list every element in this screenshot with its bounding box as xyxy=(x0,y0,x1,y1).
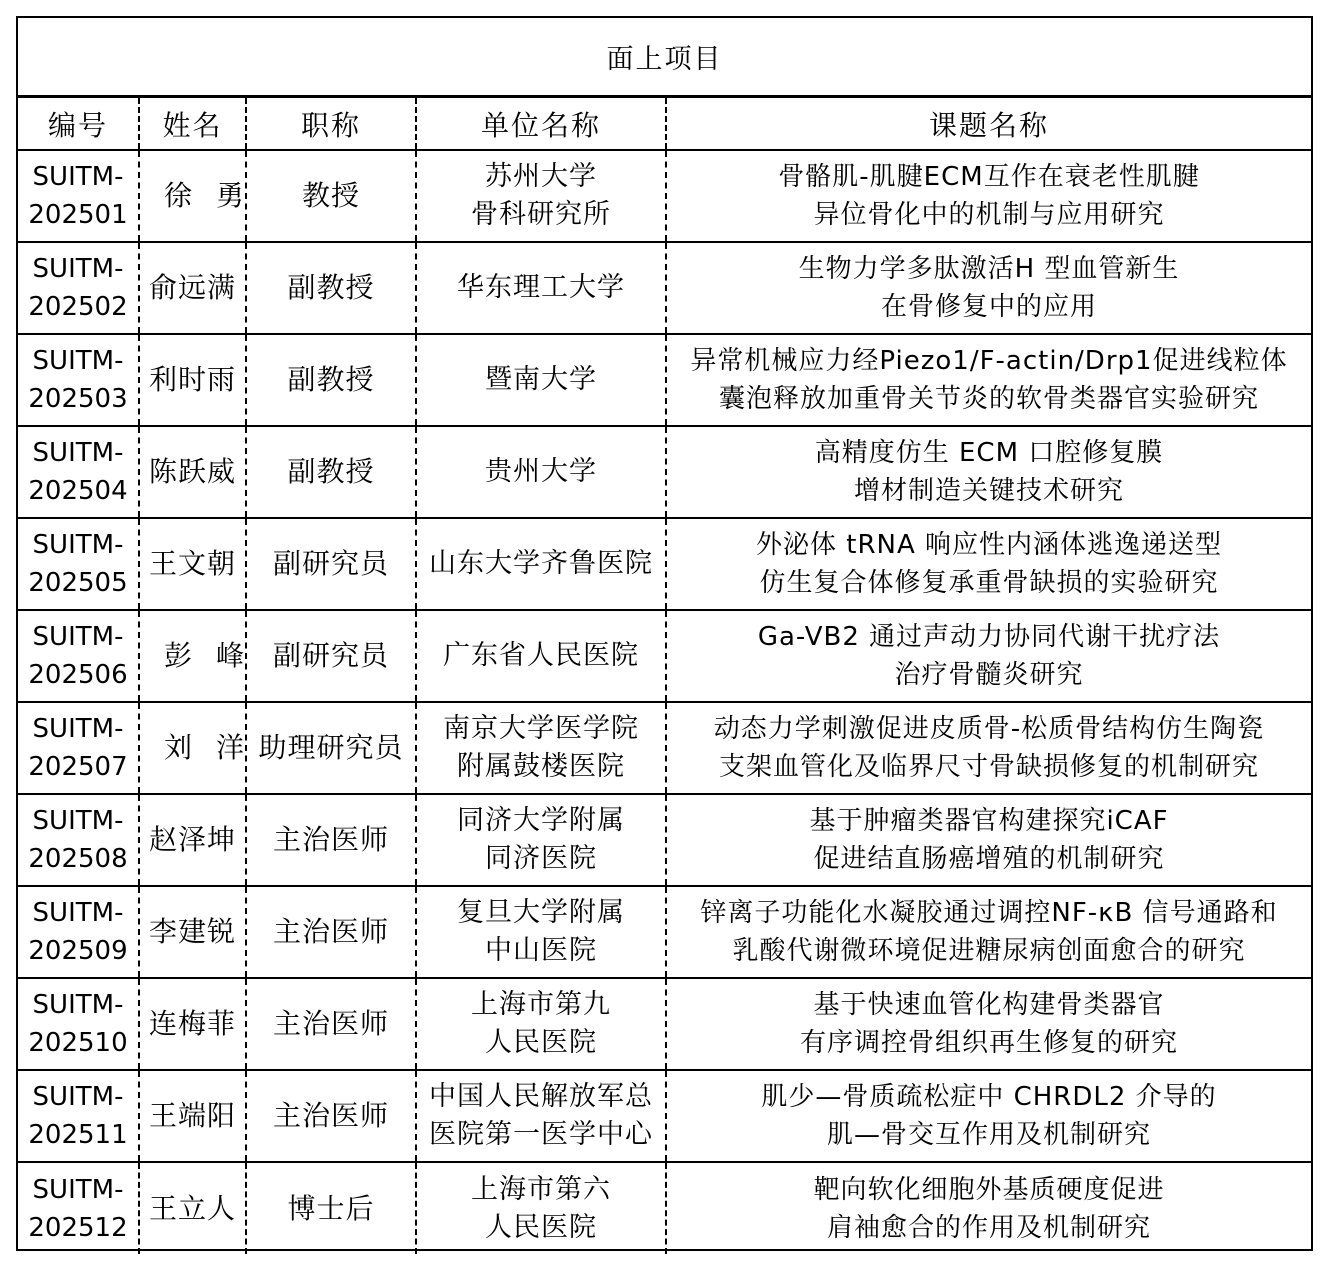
cell-name xyxy=(139,334,246,426)
cell-rank: 主治医师 xyxy=(246,794,416,886)
cell-unit xyxy=(416,518,666,610)
cell-line: 202511 xyxy=(28,1120,128,1150)
cell-code xyxy=(18,702,139,794)
cell-unit xyxy=(416,886,666,978)
cell-unit xyxy=(416,334,666,426)
cell-line: 基于快速血管化构建骨类器官 xyxy=(813,990,1165,1020)
person-name: 俞远满 xyxy=(148,271,236,304)
cell-line: 在骨修复中的应用 xyxy=(880,292,1097,322)
cell-topic xyxy=(666,794,1311,886)
cell-name xyxy=(139,978,246,1070)
cell-line: 基于肿瘤类器官构建探究iCAF xyxy=(809,806,1169,836)
cell-rank: 主治医师 xyxy=(246,978,416,1070)
cell-rank: 主治医师 xyxy=(246,1070,416,1162)
header-code: 编号 xyxy=(18,98,139,150)
cell-line: 促进结直肠癌增殖的机制研究 xyxy=(813,844,1165,874)
cell-name xyxy=(139,886,246,978)
cell-rank: 教授 xyxy=(246,150,416,242)
cell-name xyxy=(139,150,269,242)
cell-line: 外泌体 tRNA 响应性内涵体逃逸递送型 xyxy=(755,530,1223,560)
project-table-sheet xyxy=(16,16,1313,1251)
person-name: 王文朝 xyxy=(148,547,236,580)
cell-line: SUITM- xyxy=(32,1174,124,1205)
cell-line: SUITM- xyxy=(32,254,124,284)
cell-topic xyxy=(666,150,1311,242)
cell-line: 附属鼓楼医院 xyxy=(457,751,625,782)
table-row xyxy=(18,426,1311,518)
table-body xyxy=(18,150,1311,1254)
cell-line: 生物力学多肽激活H 型血管新生 xyxy=(798,254,1180,284)
cell-rank: 主治医师 xyxy=(246,886,416,978)
cell-code xyxy=(18,886,139,978)
cell-line: 肌少—骨质疏松症中 CHRDL2 介导的 xyxy=(761,1082,1217,1112)
cell-line: 苏州大学 xyxy=(485,161,597,192)
cell-line: 暨南大学 xyxy=(485,364,597,395)
cell-rank: 副研究员 xyxy=(246,518,416,610)
header-topic: 课题名称 xyxy=(666,98,1311,150)
person-name: 陈跃威 xyxy=(148,455,236,488)
cell-name xyxy=(139,794,246,886)
header-row xyxy=(18,98,1311,150)
cell-line: Ga-VB2 通过声动力协同代谢干扰疗法 xyxy=(757,622,1221,652)
table-row xyxy=(18,610,1311,702)
cell-code xyxy=(18,242,139,334)
cell-topic xyxy=(666,610,1311,702)
cell-line: 锌离子功能化水凝胶通过调控NF-κB 信号通路和 xyxy=(700,898,1278,928)
cell-line: 202501 xyxy=(28,200,128,230)
cell-line: 有序调控骨组织再生修复的研究 xyxy=(799,1028,1178,1058)
cell-line: 山东大学齐鲁医院 xyxy=(429,548,653,579)
person-name: 李建锐 xyxy=(148,915,236,948)
cell-name xyxy=(139,426,246,518)
cell-line: 增材制造关键技术研究 xyxy=(853,476,1124,506)
cell-name xyxy=(139,1162,246,1254)
cell-name xyxy=(139,242,246,334)
cell-line: 乳酸代谢微环境促进糖尿病创面愈合的研究 xyxy=(732,936,1246,966)
cell-line: 靶向软化细胞外基质硬度促进 xyxy=(813,1174,1165,1205)
cell-line: SUITM- xyxy=(32,898,124,928)
cell-line: 202507 xyxy=(28,752,128,782)
project-table xyxy=(18,98,1311,1254)
cell-line: 202512 xyxy=(28,1212,128,1243)
cell-rank: 副教授 xyxy=(246,242,416,334)
cell-line: SUITM- xyxy=(32,346,124,376)
cell-line: 高精度仿生 ECM 口腔修复膜 xyxy=(814,438,1164,468)
cell-unit xyxy=(416,242,666,334)
cell-line: 中国人民解放军总 xyxy=(429,1081,653,1112)
cell-line: 202505 xyxy=(28,568,128,598)
cell-code xyxy=(18,610,139,702)
cell-code xyxy=(18,334,139,426)
table-row xyxy=(18,518,1311,610)
cell-line: 人民医院 xyxy=(485,1211,597,1243)
cell-line: 骨骼肌-肌腱ECM互作在衰老性肌腱 xyxy=(778,162,1200,192)
cell-line: 复旦大学附属 xyxy=(457,897,625,928)
cell-code xyxy=(18,794,139,886)
cell-line: 医院第一医学中心 xyxy=(429,1119,653,1150)
cell-topic xyxy=(666,518,1311,610)
cell-unit xyxy=(416,150,666,242)
cell-topic xyxy=(666,334,1311,426)
header-rank: 职称 xyxy=(246,98,416,150)
header-unit: 单位名称 xyxy=(416,98,666,150)
cell-line: SUITM- xyxy=(32,530,124,560)
cell-code xyxy=(18,150,139,242)
cell-line: SUITM- xyxy=(32,1082,124,1112)
person-name: 彭峰 xyxy=(164,639,269,672)
table-row xyxy=(18,702,1311,794)
cell-unit xyxy=(416,1070,666,1162)
table-row xyxy=(18,1070,1311,1162)
cell-line: SUITM- xyxy=(32,990,124,1020)
table-row xyxy=(18,978,1311,1070)
cell-code xyxy=(18,978,139,1070)
cell-line: 202503 xyxy=(28,384,128,414)
header-name: 姓名 xyxy=(139,98,246,150)
cell-line: SUITM- xyxy=(32,162,124,192)
table-row xyxy=(18,242,1311,334)
cell-line: 上海市第六 xyxy=(471,1173,611,1205)
cell-line: 肩袖愈合的作用及机制研究 xyxy=(826,1212,1151,1243)
cell-line: 202502 xyxy=(28,292,128,322)
cell-line: SUITM- xyxy=(32,714,124,744)
cell-rank: 副教授 xyxy=(246,426,416,518)
cell-unit xyxy=(416,794,666,886)
table-row xyxy=(18,794,1311,886)
person-name: 王立人 xyxy=(148,1191,236,1225)
cell-line: 202504 xyxy=(28,476,128,506)
cell-rank: 博士后 xyxy=(246,1162,416,1254)
cell-rank: 助理研究员 xyxy=(246,702,416,794)
cell-line: 囊泡释放加重骨关节炎的软骨类器官实验研究 xyxy=(718,384,1259,414)
cell-topic xyxy=(666,1162,1311,1254)
cell-rank: 副教授 xyxy=(246,334,416,426)
cell-code xyxy=(18,1070,139,1162)
cell-line: 贵州大学 xyxy=(485,456,597,487)
cell-line: 异常机械应力经Piezo1/F-actin/Drp1促进线粒体 xyxy=(690,346,1288,376)
cell-line: 治疗骨髓炎研究 xyxy=(894,660,1084,690)
person-name: 赵泽坤 xyxy=(148,823,236,856)
cell-topic xyxy=(666,702,1311,794)
cell-line: 202509 xyxy=(28,936,128,966)
cell-topic xyxy=(666,886,1311,978)
cell-line: 同济医院 xyxy=(485,843,597,874)
cell-line: 动态力学刺激促进皮质骨-松质骨结构仿生陶瓷 xyxy=(713,714,1265,744)
cell-line: 异位骨化中的机制与应用研究 xyxy=(813,200,1165,230)
cell-line: 202508 xyxy=(28,844,128,874)
cell-line: 肌—骨交互作用及机制研究 xyxy=(826,1120,1151,1150)
cell-unit xyxy=(416,1162,666,1254)
cell-unit xyxy=(416,610,666,702)
cell-line: 202506 xyxy=(28,660,128,690)
cell-line: 广东省人民医院 xyxy=(443,640,639,671)
cell-unit xyxy=(416,702,666,794)
cell-name xyxy=(139,702,269,794)
cell-line: 中山医院 xyxy=(485,935,597,966)
cell-code xyxy=(18,1162,139,1254)
cell-topic xyxy=(666,242,1311,334)
person-name: 徐勇 xyxy=(164,179,269,212)
cell-name xyxy=(139,1070,246,1162)
cell-line: 华东理工大学 xyxy=(457,272,625,303)
cell-line: 上海市第九 xyxy=(471,989,611,1020)
person-name: 利时雨 xyxy=(148,363,236,396)
cell-line: 支架血管化及临界尺寸骨缺损修复的机制研究 xyxy=(718,752,1259,782)
cell-line: SUITM- xyxy=(32,438,124,468)
cell-line: 南京大学医学院 xyxy=(443,713,639,744)
cell-line: SUITM- xyxy=(32,622,124,652)
cell-line: 同济大学附属 xyxy=(457,805,625,836)
cell-topic xyxy=(666,978,1311,1070)
cell-unit xyxy=(416,978,666,1070)
table-row xyxy=(18,1162,1311,1254)
table-row xyxy=(18,886,1311,978)
cell-line: 骨科研究所 xyxy=(471,199,611,230)
cell-unit xyxy=(416,426,666,518)
cell-code xyxy=(18,426,139,518)
cell-rank: 副研究员 xyxy=(246,610,416,702)
cell-topic xyxy=(666,426,1311,518)
cell-line: 人民医院 xyxy=(485,1027,597,1058)
cell-topic xyxy=(666,1070,1311,1162)
person-name: 连梅菲 xyxy=(148,1007,236,1040)
table-row xyxy=(18,334,1311,426)
cell-name xyxy=(139,610,269,702)
person-name: 刘洋 xyxy=(164,731,269,764)
person-name: 王端阳 xyxy=(148,1099,236,1132)
cell-code xyxy=(18,518,139,610)
cell-name xyxy=(139,518,246,610)
cell-line: SUITM- xyxy=(32,806,124,836)
cell-line: 仿生复合体修复承重骨缺损的实验研究 xyxy=(759,568,1219,598)
cell-line: 202510 xyxy=(28,1028,128,1058)
table-row xyxy=(18,150,1311,242)
table-title: 面上项目 xyxy=(18,18,1311,98)
